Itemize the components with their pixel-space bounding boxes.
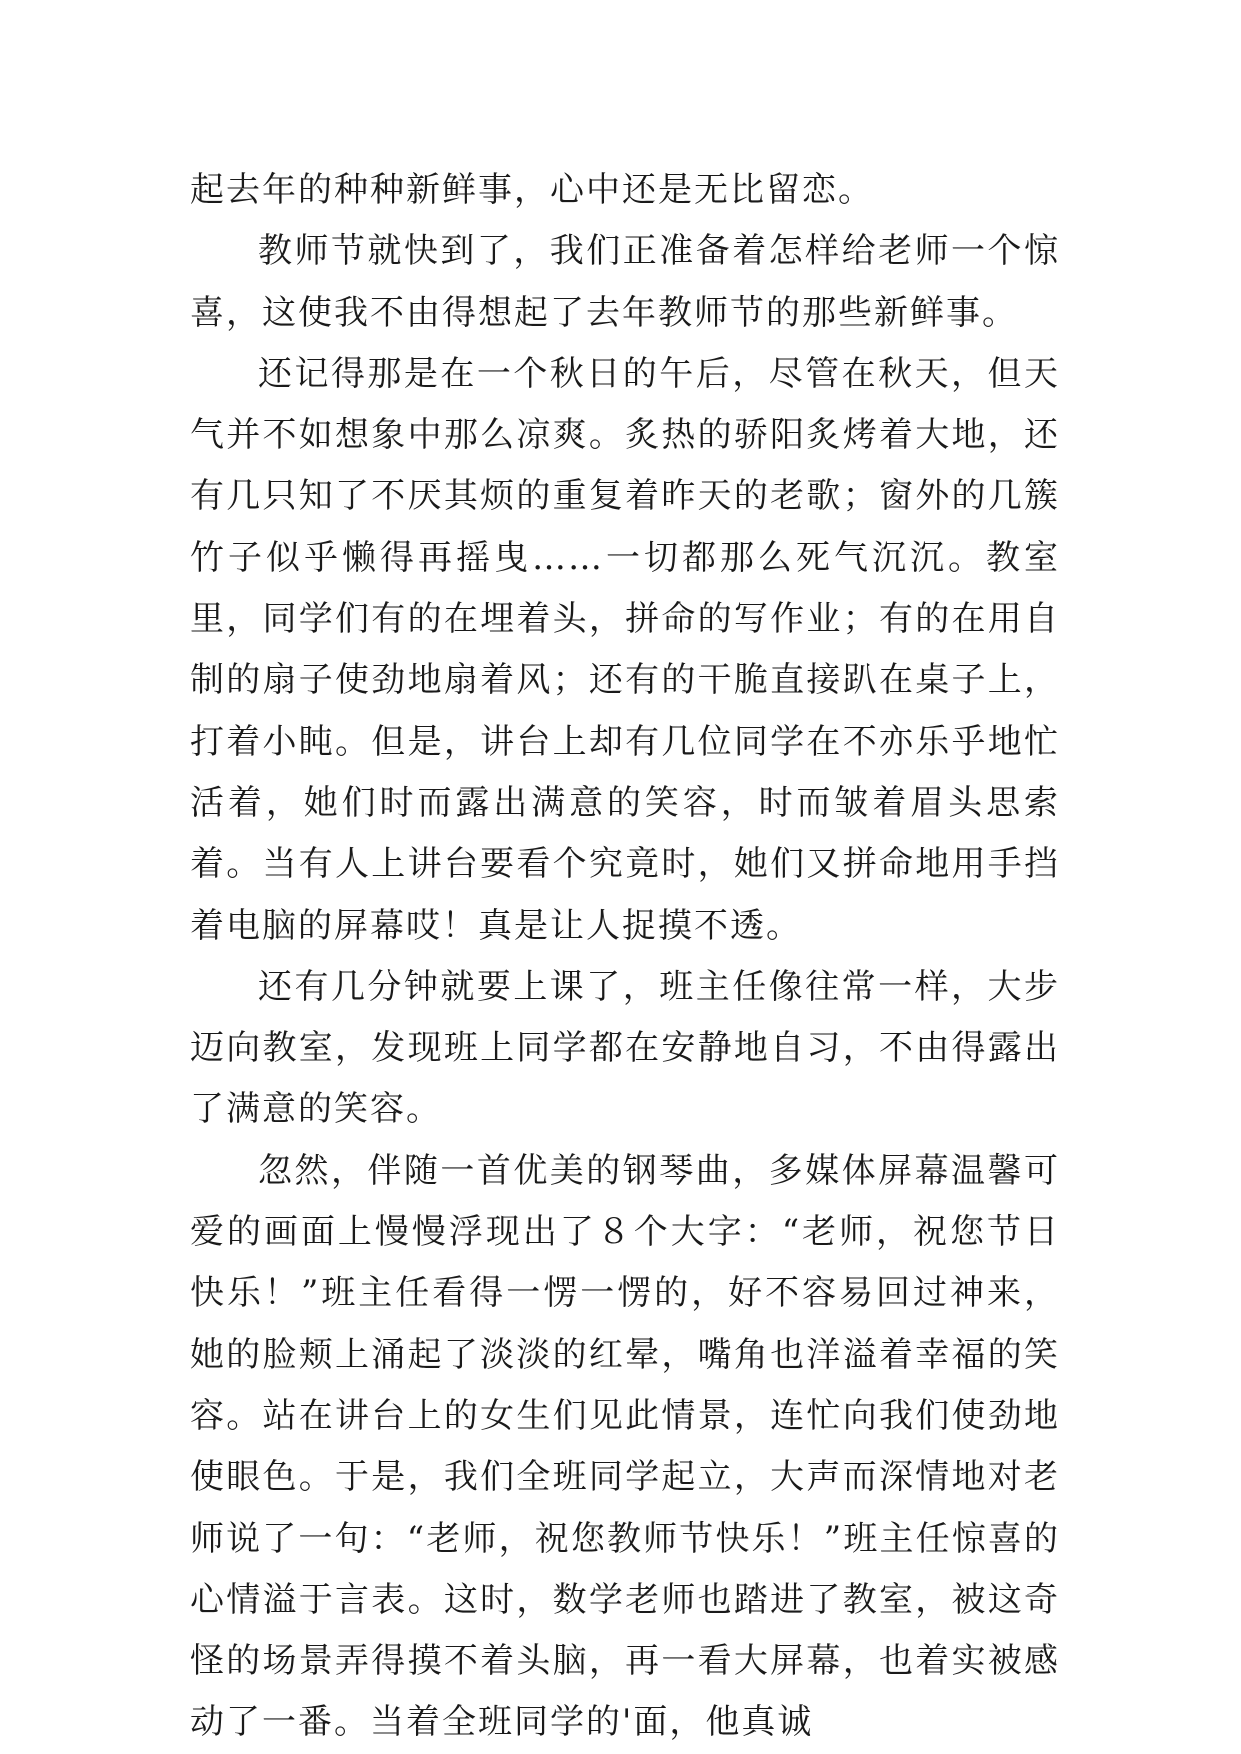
paragraph-2: 教师节就快到了，我们正准备着怎样给老师一个惊喜，这使我不由得想起了去年教师节的那些新鲜事。 <box>190 231 1060 333</box>
paragraph-5: 忽然，伴随一首优美的钢琴曲，多媒体屏幕温馨可爱的画面上慢慢浮现出了８个大字：“老师，祝您节日快乐！”班主任看得一愣一愣的，好不容易回过神来，她的脸颊上涌起了淡淡的红晕，嘴角也洋溢着幸福的笑容。站在讲台上的女生们见此情景，连忙向我们使劲地使眼色。于是，我们全班同学起立，大声而深情地对老师说了一句：“老师，祝您教师节快乐！”班主任惊喜的心情溢于言表。这时，数学老师也踏进了教室，被这奇怪的场景弄得摸不着头脑，再一看大屏幕，也着实被感动了一番。当着全班同学的'面，他真诚 <box>190 1150 1060 1743</box>
paragraph-3: 还记得那是在一个秋日的午后，尽管在秋天，但天气并不如想象中那么凉爽。炙热的骄阳炙烤着大地，还有几只知了不厌其烦的重复着昨天的老歌；窗外的几簇竹子似乎懒得再摇曳……一切都那么死气沉沉。教室里，同学们有的在埋着头，拼命的写作业；有的在用自制的扇子使劲地扇着风；还有的干脆直接趴在桌子上，打着小盹。但是，讲台上却有几位同学在不亦乐乎地忙活着，她们时而露出满意的笑容，时而皱着眉头思索着。当有人上讲台要看个究竟时，她们又拼命地用手挡着电脑的屏幕哎！真是让人捉摸不透。 <box>190 353 1060 946</box>
paragraph-4: 还有几分钟就要上课了，班主任像往常一样，大步迈向教室，发现班上同学都在安静地自习，不由得露出了满意的笑容。 <box>190 966 1060 1130</box>
paragraph-1: 起去年的种种新鲜事，心中还是无比留恋。 <box>190 170 874 210</box>
body-text <box>190 160 1060 1754</box>
